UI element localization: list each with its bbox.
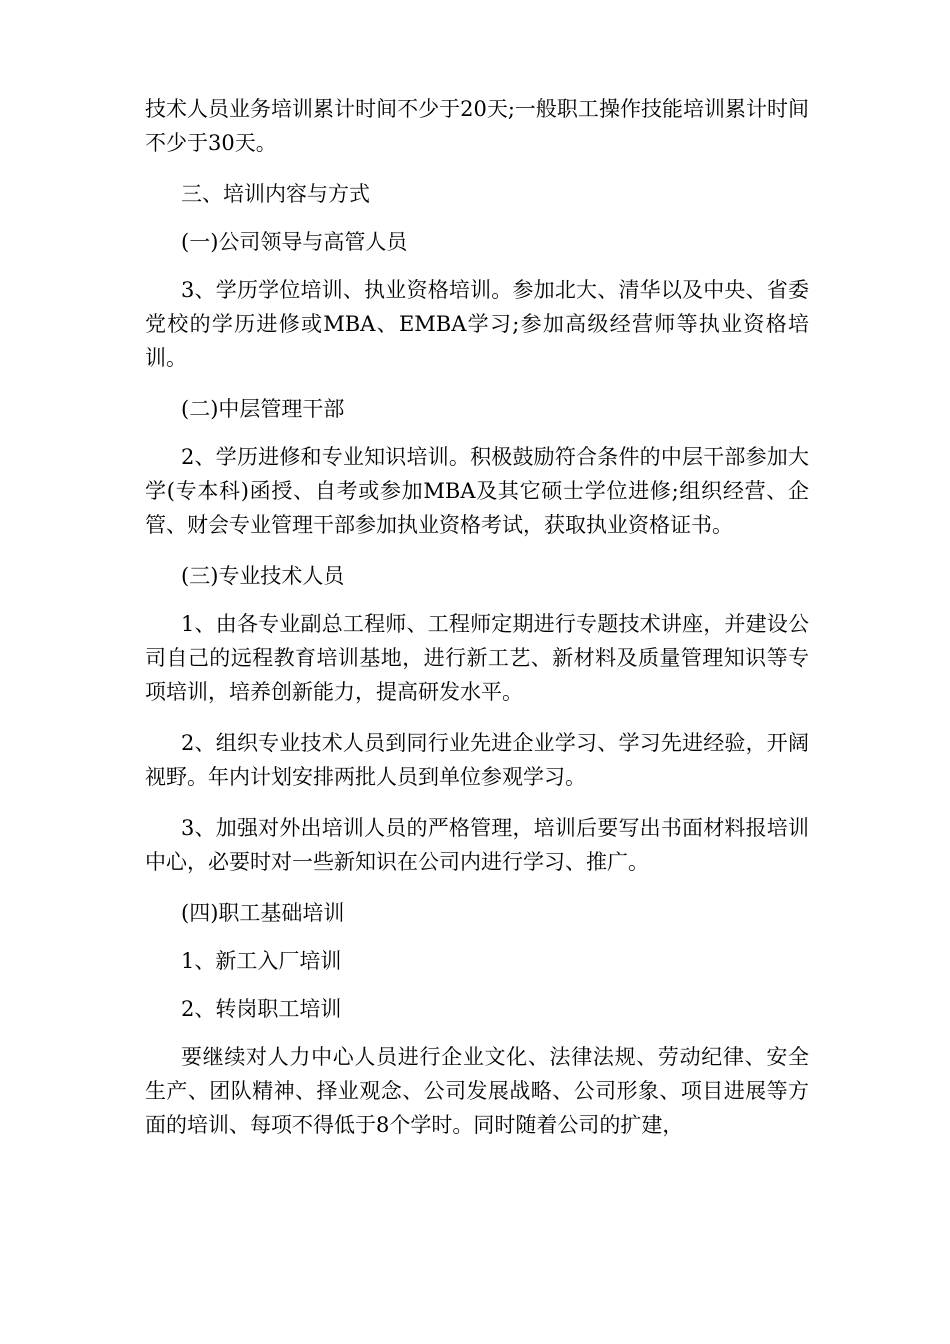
subsection-heading-technical-staff: (三)专业技术人员	[181, 564, 345, 588]
subsection-heading-basic-training: (四)职工基础培训	[181, 901, 345, 925]
paragraph-technical-lectures: 1、由各专业副总工程师、工程师定期进行专题技术讲座，并建设公司自己的远程教育培训基地，进行新工艺、新材料及质量管理知识等专项培训，培养创新能力，提高研发水平。	[145, 612, 809, 704]
paragraph-degree-training: 3、学历学位培训、执业资格培训。参加北大、清华以及中央、省委党校的学历进修或MBA、EMBA学习;参加高级经营师等执业资格培训。	[145, 278, 809, 370]
document-page	[145, 92, 809, 1159]
subsection-heading-leaders: (一)公司领导与高管人员	[181, 230, 408, 254]
paragraph-hr-center-training: 要继续对人力中心人员进行企业文化、法律法规、劳动纪律、安全生产、团队精神、择业观念、公司发展战略、公司形象、项目进展等方面的培训、每项不得低于8个学时。同时随着公司的扩建，	[145, 1045, 809, 1137]
section-heading-training-content: 三、培训内容与方式	[181, 182, 370, 206]
paragraph-education-training: 2、学历进修和专业知识培训。积极鼓励符合条件的中层干部参加大学(专本科)函授、自考或参加MBA及其它硕士学位进修;组织经营、企管、财会专业管理干部参加执业资格考试，获取执业资格证书。	[145, 445, 809, 537]
list-item-transfer-training: 2、转岗职工培训	[181, 997, 342, 1021]
paragraph-external-training-management: 3、加强对外出培训人员的严格管理，培训后要写出书面材料报培训中心，必要时对一些新知识在公司内进行学习、推广。	[145, 816, 809, 874]
paragraph-peer-learning: 2、组织专业技术人员到同行业先进企业学习、学习先进经验，开阔视野。年内计划安排两批人员到单位参观学习。	[145, 731, 809, 789]
paragraph-continued: 技术人员业务培训累计时间不少于20天;一般职工操作技能培训累计时间不少于30天。	[145, 97, 809, 155]
subsection-heading-middle-managers: (二)中层管理干部	[181, 397, 345, 421]
list-item-new-worker-training: 1、新工入厂培训	[181, 949, 342, 973]
